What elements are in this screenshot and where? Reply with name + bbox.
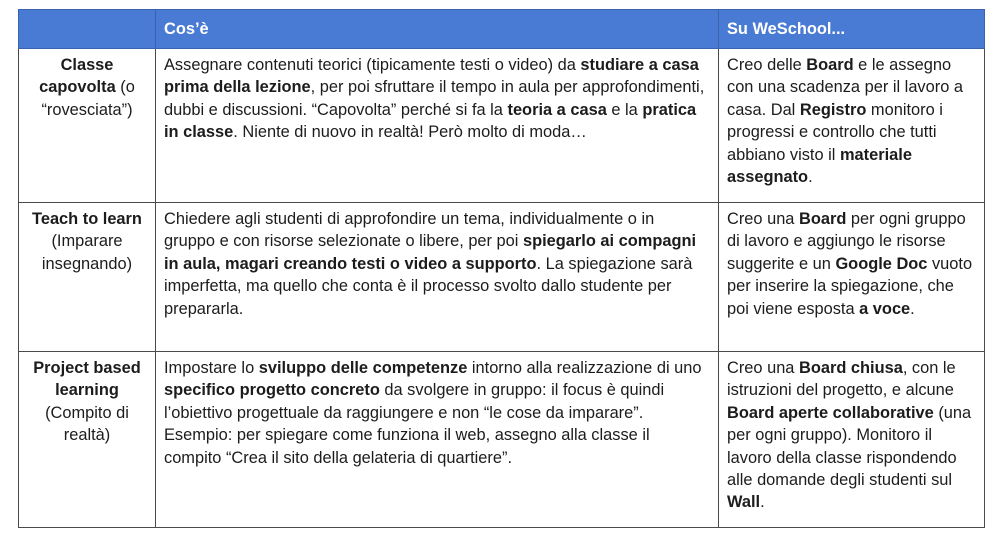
table-row xyxy=(19,49,985,203)
text-segment: Chiedere agli studenti di approfondire un tema, individualmente o in gruppo e con risorse selezionate o libere, per poi xyxy=(164,210,655,251)
bold-text: spiegarlo ai compagni in aula, magari creando testi o video a supporto xyxy=(164,232,697,273)
header-on-weschool: Su WeSchool... xyxy=(719,10,985,49)
bold-text: Board aperte collaborative xyxy=(727,403,934,422)
method-name-cell xyxy=(19,49,156,203)
method-name-cell xyxy=(19,352,156,528)
bold-text: Registro xyxy=(799,100,867,119)
bold-text: Google Doc xyxy=(835,254,928,273)
description-cell xyxy=(156,203,719,352)
text-segment: (Imparare insegnando) xyxy=(41,232,133,273)
text-segment: (o “rovesciata”) xyxy=(41,78,135,119)
text-segment: da svolgere in gruppo: il focus è quindi l’obiettivo progettuale da raggiungere e non “le cose da imparare”. xyxy=(164,381,665,422)
description-cell xyxy=(156,49,719,203)
text-segment: . xyxy=(760,493,765,512)
bold-text: teoria a casa xyxy=(507,100,607,119)
bold-text: materiale assegnato xyxy=(727,145,912,187)
bold-text: a voce xyxy=(859,299,911,318)
header-row xyxy=(19,10,985,49)
text-segment: . xyxy=(808,168,813,187)
weschool-cell xyxy=(719,49,985,203)
weschool-cell xyxy=(719,203,985,352)
text-segment: Assegnare contenuti teorici (tipicamente testi o video) da xyxy=(164,56,581,74)
bold-text: pratica in classe xyxy=(164,100,697,142)
header-method xyxy=(19,10,156,49)
text-segment: , con le istruzioni del progetto, e alcune xyxy=(727,359,956,400)
bold-text: sviluppo delle competenze xyxy=(258,359,468,377)
text-segment: Creo una xyxy=(727,210,799,228)
bold-text: studiare a casa prima della lezione xyxy=(164,56,699,97)
header-what-is-it: Cos’è xyxy=(156,10,719,49)
text-segment: monitoro i progressi e controllo che tutti abbiano visto il xyxy=(727,100,943,164)
text-segment: vuoto per inserire la spiegazione, che poi viene esposta xyxy=(727,254,973,318)
bold-text: Board chiusa xyxy=(798,359,903,377)
weschool-cell xyxy=(719,352,985,528)
text-segment: (Compito di realtà) xyxy=(45,403,129,445)
table-row xyxy=(19,203,985,352)
table-row xyxy=(19,352,985,528)
bold-text: Classe capovolta xyxy=(39,56,116,97)
text-segment: . xyxy=(910,299,915,318)
text-segment: Esempio: per spiegare come funziona il web, assegno alla classe il compito “Crea il sito della gelateria di quartiere”. xyxy=(164,426,650,467)
text-segment: Creo delle xyxy=(727,56,807,74)
text-segment: , per poi sfruttare il tempo in aula per approfondimenti, dubbi e discussioni. “Capovolta” perché si fa la xyxy=(164,78,705,119)
text-segment: . La spiegazione sarà imperfetta, ma quello che conta è il processo svolto dallo studente per prepararla. xyxy=(164,254,693,318)
bold-text: specifico progetto concreto xyxy=(164,381,380,400)
text-segment: intorno alla realizzazione di uno xyxy=(467,359,702,377)
text-segment: e le assegno con una scadenza per il lavoro a casa. Dal xyxy=(727,56,963,119)
bold-text: Project based learning xyxy=(33,359,141,400)
method-name-cell xyxy=(19,203,156,352)
comparison-table-wrapper xyxy=(18,9,985,528)
text-segment: . Niente di nuovo in realtà! Però molto di moda… xyxy=(233,123,587,142)
table-header xyxy=(19,10,985,49)
text-segment: Impostare lo xyxy=(164,359,259,377)
text-segment: Creo una xyxy=(727,359,799,377)
bold-text: Board xyxy=(806,56,854,74)
text-segment: (una per ogni gruppo). Monitoro il lavoro della classe rispondendo alle domande degli studenti sul xyxy=(727,403,972,490)
table-body xyxy=(19,49,985,528)
bold-text: Wall xyxy=(727,493,761,512)
bold-text: Board xyxy=(798,210,847,228)
description-cell xyxy=(156,352,719,528)
bold-text: Teach to learn xyxy=(32,210,142,228)
comparison-table xyxy=(18,9,985,528)
text-segment: per ogni gruppo di lavoro e aggiungo le risorse suggerite e un xyxy=(727,210,966,273)
text-segment: e la xyxy=(606,100,643,119)
